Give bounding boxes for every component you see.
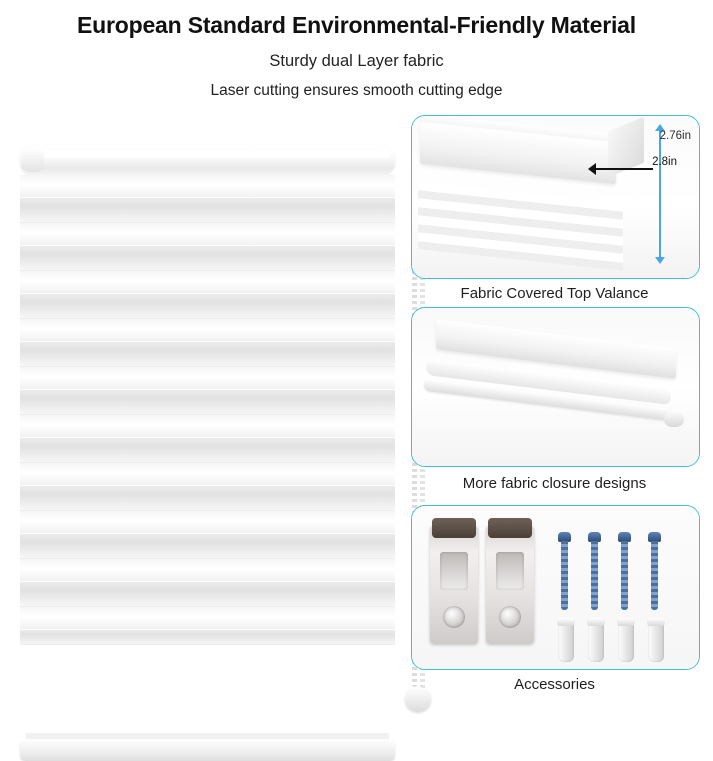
mounting-bracket-icon [486,526,534,644]
detail-card-closure [411,307,700,467]
screw-icon [648,532,661,610]
bracket-slot [440,552,468,590]
blind-head-rail [20,145,395,175]
anchor-lip [557,618,575,626]
wall-anchor-icon [648,618,664,662]
caption-accessories: Accessories [514,676,595,693]
screw-shaft [561,541,568,610]
heading-block [0,0,713,100]
height-dimension-arrow-icon [659,130,661,258]
caption-closure: More fabric closure designs [462,475,647,492]
screw-icon [618,532,631,610]
screw-shaft [591,541,598,610]
anchor-body [618,624,634,662]
bracket-cap [432,518,476,538]
anchor-body [588,624,604,662]
screw-icon [558,532,571,610]
depth-dimension-arrow-icon [595,168,653,170]
detail-card-valance [411,115,700,279]
wall-anchor-icon [618,618,634,662]
caption-valance: Fabric Covered Top Valance [460,285,649,302]
anchor-body [558,624,574,662]
blind-fabric [20,175,395,645]
subtitle-secondary: Laser cutting ensures smooth cutting edge [210,81,503,99]
wall-anchor-icon [558,618,574,662]
screw-shaft [651,541,658,610]
blind-bottom-rail [20,739,395,761]
bracket-hole [443,606,465,628]
page-title: European Standard Environmental-Friendly Material [77,12,636,38]
anchor-lip [617,618,635,626]
bracket-hole [499,606,521,628]
dimension-label-depth: 2.8in [652,156,677,168]
anchor-body [648,624,664,662]
screw-icon [588,532,601,610]
closure-end-cap [664,412,684,427]
bracket-slot [496,552,524,590]
product-image-blind [16,127,401,760]
dimension-label-height: 2.76in [659,130,691,142]
screw-shaft [621,541,628,610]
head-rail-end-cap [22,148,44,172]
wall-anchor-icon [588,618,604,662]
bracket-cap [488,518,532,538]
mounting-bracket-icon [430,526,478,644]
subtitle-primary: Sturdy dual Layer fabric [269,51,444,70]
anchor-lip [587,618,605,626]
detail-card-accessories [411,505,700,670]
content-area [0,110,713,713]
anchor-lip [647,618,665,626]
